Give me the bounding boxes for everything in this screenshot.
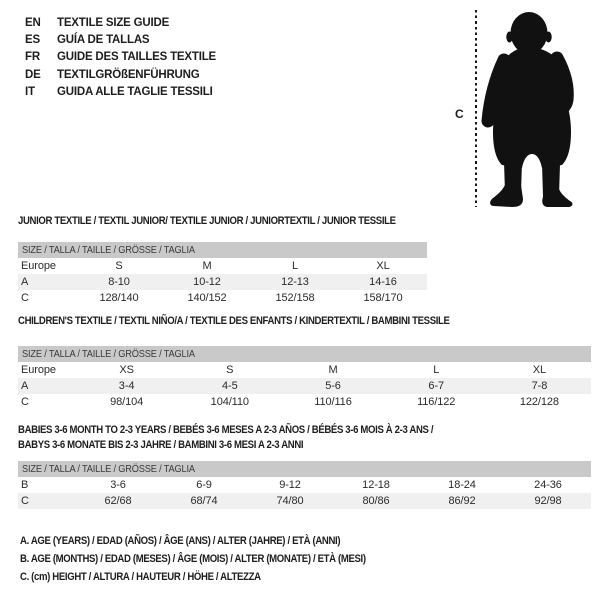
table-row: [18, 477, 591, 493]
table-cell: L: [433, 364, 440, 376]
table-cell: 152/158: [275, 292, 315, 304]
table-cell: 6-7: [428, 380, 445, 392]
table-cell: 104/110: [210, 396, 249, 408]
table-cell: 18-24: [448, 479, 476, 491]
footnote-a: [20, 532, 417, 550]
section-title-junior: [18, 214, 452, 229]
row-label: Europe: [21, 364, 56, 376]
table-cell: XS: [119, 364, 134, 376]
table-cell: 74/80: [276, 495, 304, 507]
table-row: [18, 274, 427, 290]
height-measure-dashed-line: [475, 10, 477, 207]
language-title: GUÍA DE TALLAS: [57, 34, 150, 47]
language-title: TEXTILGRÖßENFÜHRUNG: [57, 68, 200, 81]
table-cell: 92/98: [534, 495, 562, 507]
table-cell: 4-5: [222, 380, 238, 392]
footnote-text: A. AGE (YEARS) / EDAD (AÑOS) / ÂGE (ANS) / ALTER (JAHRE) / ETÀ (ANNI): [20, 535, 341, 547]
section-title-text: BABIES 3-6 MONTH TO 2-3 YEARS / BEBÉS 3-6 MESES A 2-3 AÑOS / BÉBÉS 3-6 MOIS À 2-3 ANS /: [18, 424, 434, 436]
table-cell: 68/74: [190, 495, 218, 507]
table-cell: 5-6: [325, 380, 341, 392]
row-label: B: [21, 479, 29, 491]
size-header-bar: [18, 242, 427, 258]
table-cell: 6-9: [196, 479, 212, 491]
size-header-bar: [18, 346, 591, 362]
row-label: A: [21, 380, 29, 392]
table-cell: 24-36: [534, 479, 562, 491]
table-cell: 122/128: [519, 396, 559, 408]
table-row: [18, 258, 427, 274]
table-cell: 10-12: [193, 276, 221, 288]
table-cell: 12-18: [362, 479, 390, 491]
height-label-c: C: [455, 107, 464, 121]
table-row: [18, 394, 591, 410]
language-title: GUIDA ALLE TAGLIE TESSILI: [57, 86, 213, 99]
section-title-children: [18, 314, 514, 329]
row-label: C: [21, 292, 29, 304]
language-code: EN: [25, 16, 41, 29]
table-cell: XL: [532, 364, 547, 376]
language-list: [25, 14, 216, 101]
row-label: A: [21, 276, 29, 288]
table-cell: 140/152: [187, 292, 227, 304]
language-row: [25, 31, 216, 48]
language-row: [25, 66, 216, 83]
section-title-text: CHILDREN'S TEXTILE / TEXTIL NIÑO/A / TEXTILE DES ENFANTS / KINDERTEXTIL / BAMBINI TESSILE: [18, 315, 450, 327]
row-label: Europe: [21, 260, 56, 272]
table-cell: 9-12: [279, 479, 301, 491]
language-code: FR: [25, 51, 40, 64]
language-code: DE: [25, 68, 41, 81]
table-row: [18, 378, 591, 394]
section-title-babies: [18, 423, 495, 453]
size-header-text: SIZE / TALLA / TAILLE / GRÖSSE / TAGLIA: [22, 348, 195, 360]
table-cell: 116/122: [417, 396, 456, 408]
table-cell: 3-6: [110, 479, 126, 491]
table-row: [18, 290, 427, 306]
children-size-table: [18, 346, 591, 410]
table-cell: 110/116: [314, 396, 352, 408]
language-code: ES: [25, 34, 40, 47]
toddler-silhouette-shapes: [488, 12, 572, 207]
size-header-bar: [18, 461, 591, 477]
language-row: [25, 49, 216, 66]
table-cell: L: [291, 260, 299, 272]
table-row: [18, 493, 591, 509]
babies-size-table: [18, 461, 591, 509]
size-header-text: SIZE / TALLA / TAILLE / GRÖSSE / TAGLIA: [22, 463, 195, 475]
language-code: IT: [25, 86, 35, 99]
row-label: C: [21, 495, 29, 507]
table-cell: XL: [376, 260, 390, 272]
language-title: TEXTILE SIZE GUIDE: [57, 16, 170, 29]
junior-size-table: [18, 242, 427, 306]
table-cell: 86/92: [448, 495, 476, 507]
footnote-c: [20, 568, 417, 586]
table-cell: 158/170: [363, 292, 403, 304]
table-cell: 3-4: [118, 380, 135, 392]
language-title: GUIDE DES TAILLES TEXTILE: [57, 51, 216, 64]
table-cell: 80/86: [362, 495, 390, 507]
table-cell: 98/104: [110, 396, 144, 408]
language-row: [25, 14, 216, 31]
footnote-text: C. (cm) HEIGHT / ALTURA / HAUTEUR / HÖHE / ALTEZZA: [20, 571, 261, 584]
footnote-text: B. AGE (MONTHS) / EDAD (MESES) / ÂGE (MOIS) / ALTER (MONATE) / ETÀ (MESI): [20, 553, 366, 566]
table-cell: 14-16: [369, 276, 397, 288]
table-cell: M: [328, 364, 338, 376]
table-cell: M: [202, 260, 212, 272]
section-title-text: BABYS 3-6 MONATE BIS 2-3 JAHRE / BAMBINI 3-6 MESI A 2-3 ANNI: [18, 439, 304, 451]
language-row: [25, 84, 216, 101]
table-cell: 128/140: [99, 292, 139, 304]
section-title-text: JUNIOR TEXTILE / TEXTIL JUNIOR/ TEXTILE JUNIOR / JUNIORTEXTIL / JUNIOR TESSILE: [18, 215, 396, 227]
footnote-b: [20, 550, 417, 568]
table-cell: 62/68: [104, 495, 132, 507]
size-header-text: SIZE / TALLA / TAILLE / GRÖSSE / TAGLIA: [22, 244, 195, 256]
table-cell: 12-13: [281, 276, 309, 288]
toddler-silhouette-icon: [481, 8, 587, 208]
table-row: [18, 362, 591, 378]
footnotes: [20, 532, 417, 587]
table-cell: S: [226, 364, 234, 376]
table-cell: S: [115, 260, 123, 272]
table-cell: 7-8: [531, 380, 548, 392]
table-cell: 8-10: [108, 276, 130, 288]
row-label: C: [21, 396, 29, 408]
